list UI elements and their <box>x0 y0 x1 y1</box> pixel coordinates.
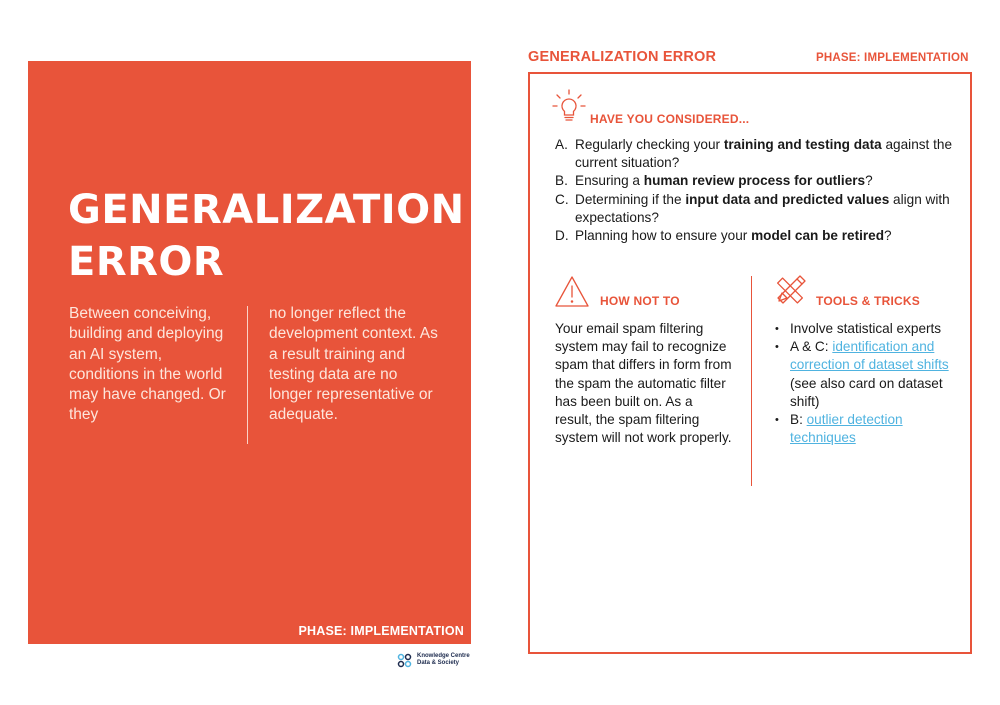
list-item: • Involve statistical experts <box>775 321 942 336</box>
tools-heading: TOOLS & TRICKS <box>816 294 920 308</box>
list-item: D. Planning how to ensure your model can be retired? <box>555 228 892 244</box>
lightbulb-icon <box>552 88 586 126</box>
card-title-line1: GENERALIZATION <box>68 187 465 233</box>
card-front <box>28 61 471 644</box>
how-not-to-heading: HOW NOT TO <box>600 294 680 308</box>
column-divider <box>247 306 248 444</box>
back-title: GENERALIZATION ERROR <box>528 49 717 65</box>
logo-icon <box>397 652 413 668</box>
knowledge-centre-logo <box>397 652 470 668</box>
card-back <box>528 72 972 654</box>
how-not-to-text: Your email spam filtering system may fail to recognize spam that differs in form from the spam the automatic filter has been built on. As a result, the spam filtering system will not work properly. <box>555 321 732 446</box>
tools-icon <box>773 274 807 308</box>
considered-heading: HAVE YOU CONSIDERED... <box>590 112 750 126</box>
dataset-shift-link[interactable]: identification and correction of dataset shifts <box>790 339 949 373</box>
tools-list <box>775 320 955 447</box>
list-item: A. Regularly checking your training and testing data against the current situation? <box>555 137 953 171</box>
warning-icon <box>554 275 590 308</box>
back-phase-label: PHASE: IMPLEMENTATION <box>816 52 969 64</box>
list-item: C. Determining if the input data and predicted values align with expectations? <box>555 191 950 225</box>
outlier-detection-link[interactable]: outlier detection techniques <box>790 412 903 446</box>
list-item: B. Ensuring a human review process for outliers? <box>555 173 873 189</box>
logo-line1: Knowledge Centre <box>417 653 470 659</box>
intro-text-column-2: no longer reflect the development context. As a result training and testing data are no longer representative or adequate. <box>269 305 438 424</box>
list-item: • A & C: identification and correction of dataset shifts (see also card on dataset shift) <box>775 339 949 409</box>
list-item: • B: outlier detection techniques <box>775 412 903 446</box>
considered-list <box>555 136 955 245</box>
logo-line2: Data & Society <box>417 660 460 666</box>
card-title-line2: ERROR <box>68 239 225 285</box>
card-title <box>68 184 465 288</box>
column-divider <box>751 276 752 486</box>
phase-label: PHASE: IMPLEMENTATION <box>298 624 464 638</box>
intro-text-column-1: Between conceiving, building and deploying an AI system, conditions in the world may have changed. Or they <box>69 305 226 424</box>
